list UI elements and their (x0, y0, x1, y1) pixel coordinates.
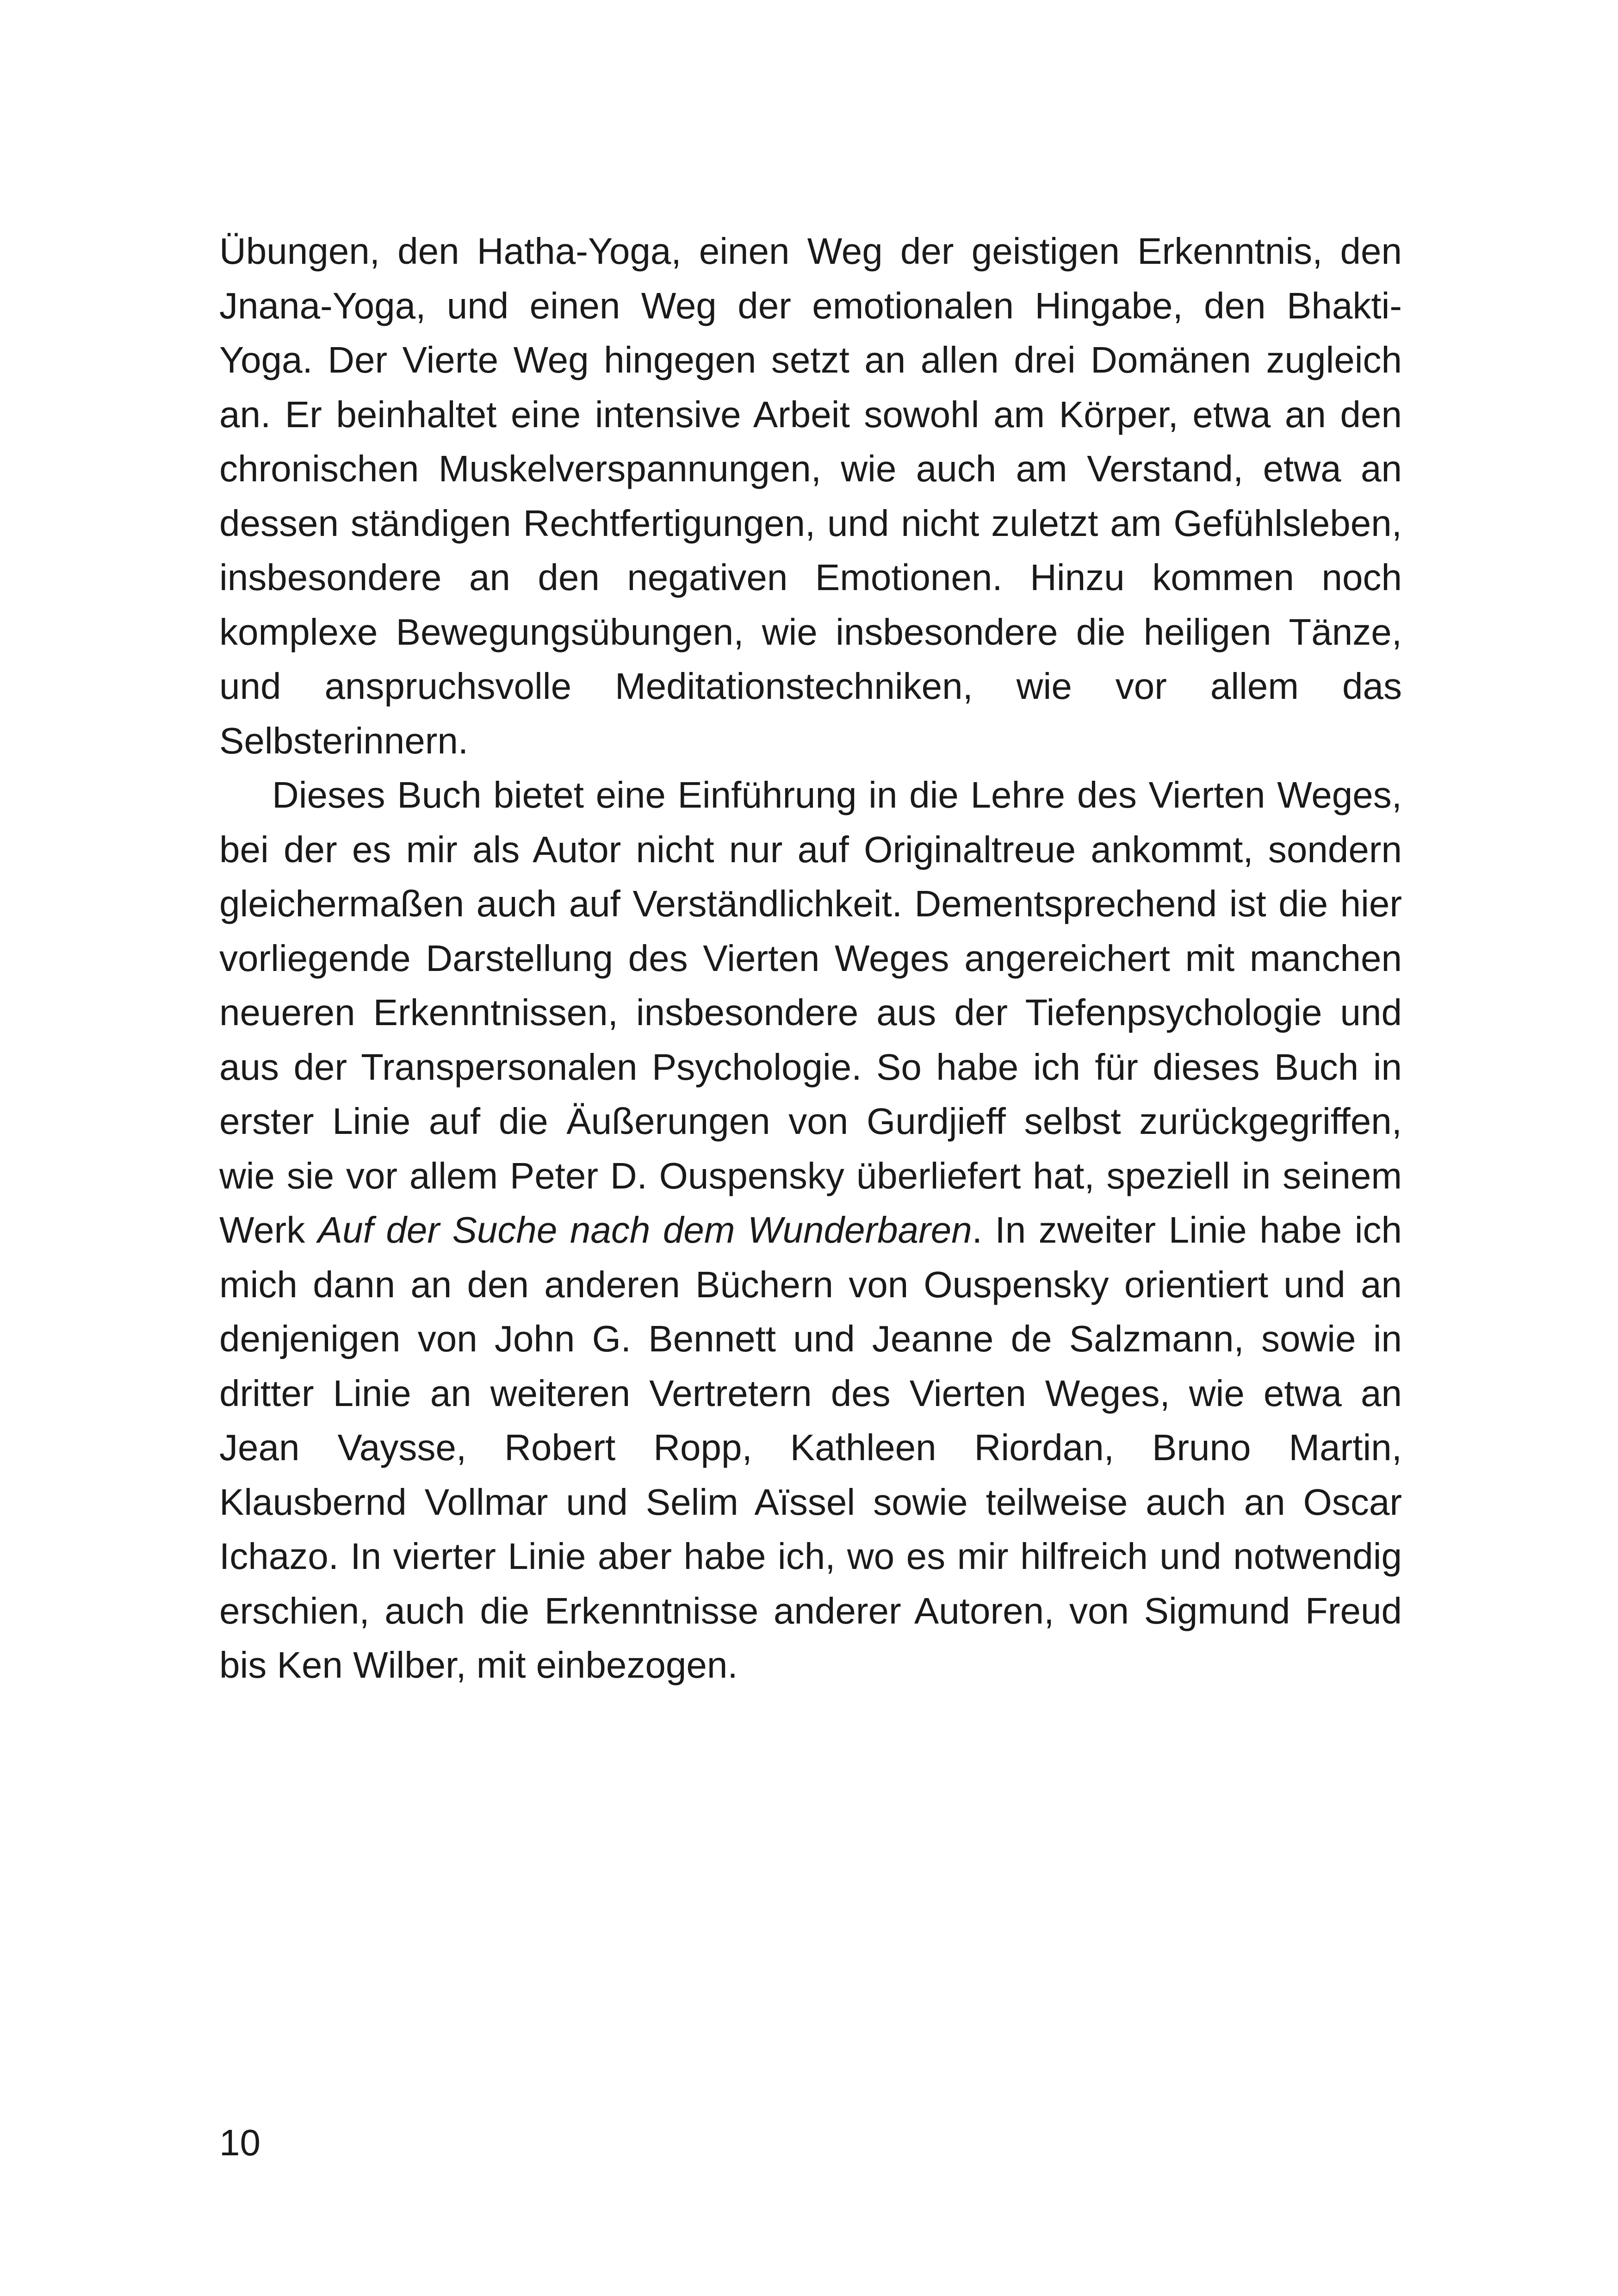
paragraph-1-text: Übungen, den Hatha-Yoga, einen Weg der geistigen Erkenntnis, den Jnana-Yoga, und einen Weg der emotionalen Hingabe, den Bhakti-Yoga. Der Vierte Weg hingegen setzt an allen drei Domänen zugleich an. Er beinhaltet eine intensive Arbeit sowohl am Körper, etwa an den chronischen Muskelverspannungen, wie auch am Verstand, etwa an dessen ständigen Rechtfertigungen, und nicht zuletzt am Gefühlsleben, insbesondere an den negativen Emotionen. Hinzu kommen noch komplexe Bewegungsübungen, wie insbesondere die heiligen Tänze, und anspruchsvolle Meditationstechniken, wie vor allem das Selbsterinnern. (219, 230, 1402, 761)
book-title-italic: Auf der Suche nach dem Wunderbaren (317, 1209, 972, 1251)
paragraph-1 (219, 224, 1402, 768)
paragraph-2-text-b: . In zweiter Linie habe ich mich dann an den anderen Büchern von Ouspensky orientiert und an denjenigen von John G. Bennett und Jeanne de Salzmann, sowie in dritter Linie an weiteren Vertretern des Vierten Weges, wie etwa an Jean Vaysse, Robert Ropp, Kathleen Riordan, Bruno Martin, Klausbernd Vollmar und Selim Aïssel sowie teilweise auch an Oscar Ichazo. In vierter Linie aber habe ich, wo es mir hilfreich und notwendig erschien, auch die Erkenntnisse anderer Autoren, von Sigmund Freud bis Ken Wilber, mit einbezogen. (219, 1209, 1402, 1686)
paragraph-2 (219, 768, 1402, 1692)
paragraph-2-text-a: Dieses Buch bietet eine Einführung in die Lehre des Vierten Weges, bei der es mir als Autor nicht nur auf Originaltreue ankommt, sondern gleichermaßen auch auf Verständlichkeit. Dementsprechend ist die hier vorliegende Darstellung des Vierten Weges angereichert mit manchen neueren Erkenntnissen, insbesondere aus der Tiefenpsychologie und aus der Transpersonalen Psychologie. So habe ich für dieses Buch in erster Linie auf die Äußerungen von Gurdjieff selbst zurückgegriffen, wie sie vor allem Peter D. Ouspensky überliefert hat, speziell in seinem Werk (219, 774, 1402, 1251)
page-number: 10 (219, 2122, 260, 2163)
body-text (219, 224, 1402, 1692)
